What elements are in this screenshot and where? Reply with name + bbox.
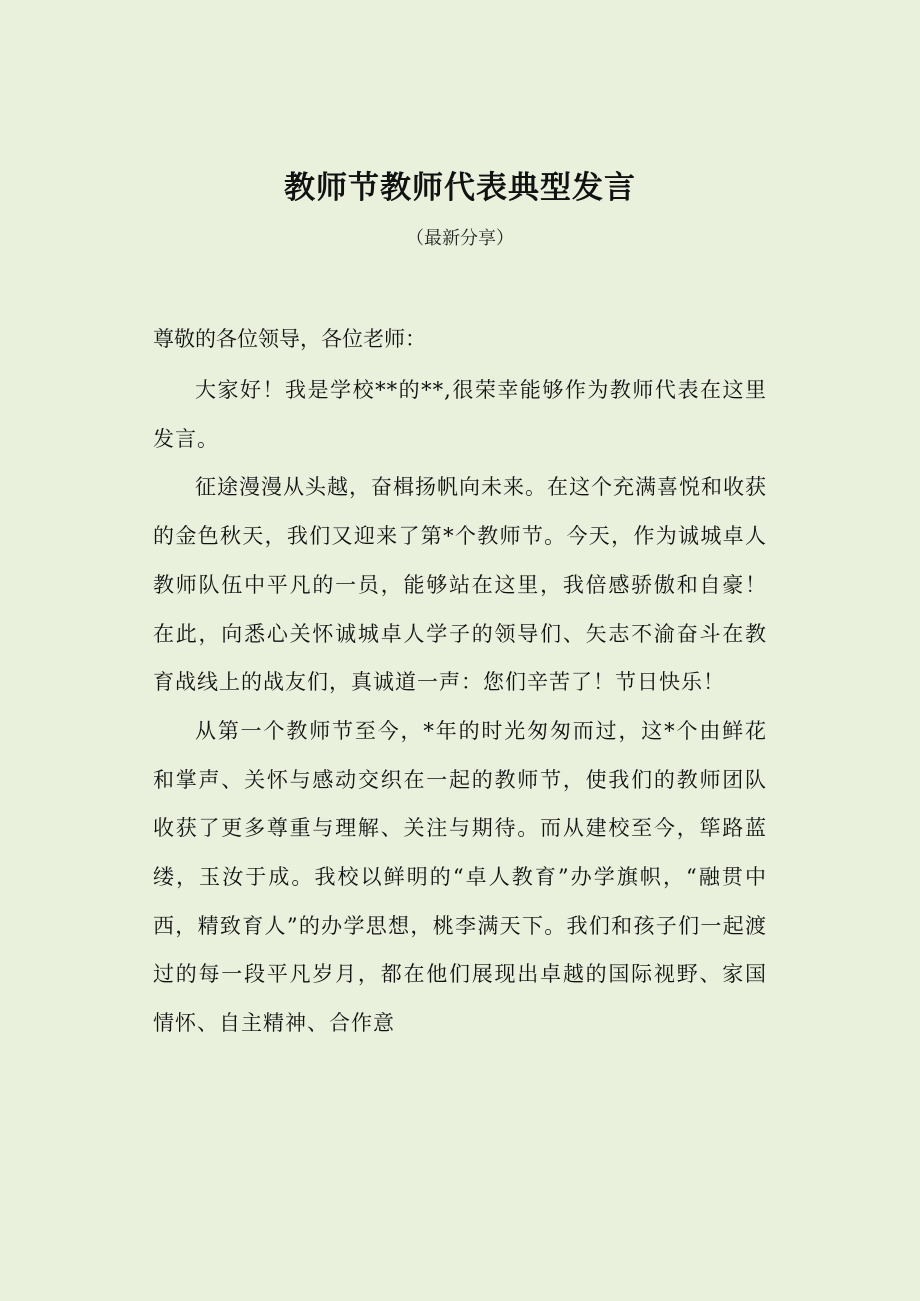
paragraph-greeting: 大家好！我是学校**的**,很荣幸能够作为教师代表在这里发言。 [153, 378, 767, 451]
body-text [153, 366, 767, 1048]
paragraph-history: 从第一个教师节至今，*年的时光匆匆而过，这*个由鲜花和掌声、关怀与感动交织在一起的教师节，使我们的教师团队收获了更多尊重与理解、关注与期待。而从建校至今，筚路蓝缕，玉汝于成。我校以鲜明的“卓人教育”办学旗帜，“融贯中西，精致育人”的办学思想，桃李满天下。我们和孩子们一起渡过的每一段平凡岁月，都在他们展现出卓越的国际视野、家国情怀、自主精神、合作意 [153, 718, 767, 1036]
paragraph-holiday: 征途漫漫从头越，奋楫扬帆向未来。在这个充满喜悦和收获的金色秋天，我们又迎来了第*个教师节。今天，作为诚城卓人教师队伍中平凡的一员，能够站在这里，我倍感骄傲和自豪！在此，向悉心关怀诚城卓人学子的领导们、矢志不渝奋斗在教育战线上的战友们，真诚道一声：您们辛苦了！节日快乐！ [153, 475, 767, 695]
salutation: 尊敬的各位领导，各位老师： [153, 327, 426, 351]
document-subtitle: （最新分享） [406, 228, 514, 249]
document-title: 教师节教师代表典型发言 [284, 170, 636, 206]
